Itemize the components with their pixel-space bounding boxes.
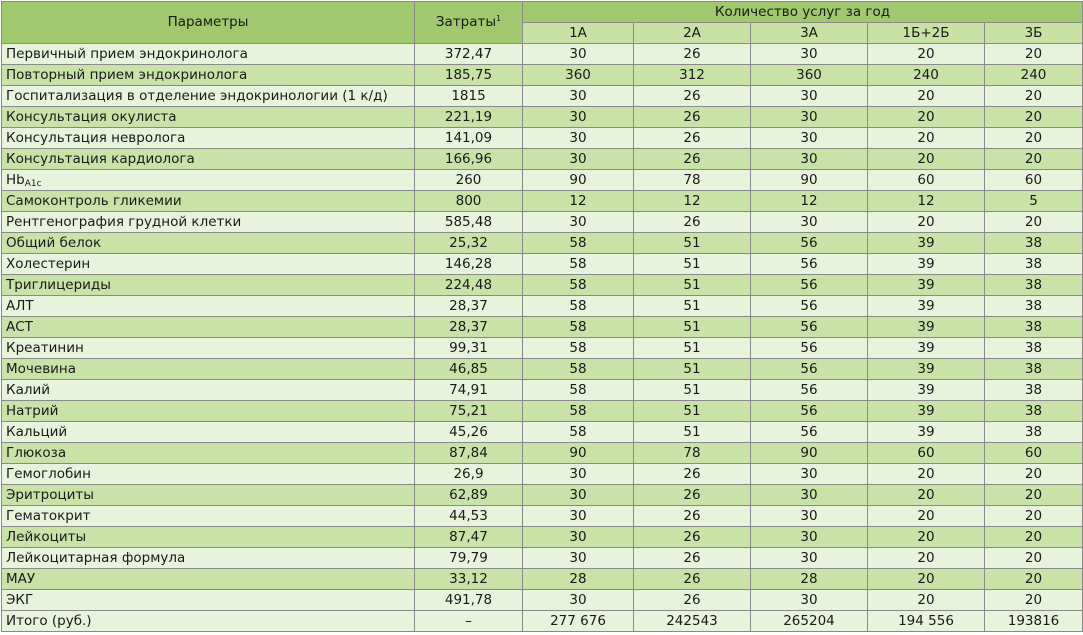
table-row xyxy=(2,170,1083,191)
param-name xyxy=(2,422,415,443)
table-row xyxy=(2,338,1083,359)
param-name xyxy=(2,359,415,380)
param-name xyxy=(2,527,415,548)
service-count-cell: 38 xyxy=(985,380,1083,401)
cost-cell: 75,21 xyxy=(415,401,523,422)
service-count-cell: 26 xyxy=(634,548,751,569)
service-count-cell: 360 xyxy=(751,65,868,86)
service-count-cell: 20 xyxy=(868,590,985,611)
service-count-cell: 30 xyxy=(751,128,868,149)
service-count-cell: 58 xyxy=(523,401,634,422)
cost-cell: 33,12 xyxy=(415,569,523,590)
service-count-cell: 26 xyxy=(634,527,751,548)
service-count-cell: 20 xyxy=(985,86,1083,107)
service-count-cell: 38 xyxy=(985,359,1083,380)
service-count-cell: 20 xyxy=(985,548,1083,569)
service-count-cell: 240 xyxy=(868,65,985,86)
service-count-cell: 38 xyxy=(985,338,1083,359)
service-count-cell: 312 xyxy=(634,65,751,86)
service-count-cell: 30 xyxy=(523,128,634,149)
table-row xyxy=(2,401,1083,422)
service-count-cell: 58 xyxy=(523,380,634,401)
service-count-cell: 51 xyxy=(634,317,751,338)
service-count-cell: 20 xyxy=(868,107,985,128)
service-count-cell: 58 xyxy=(523,359,634,380)
param-name-text: Госпитализация в отделение эндокринологии (1 к/д) xyxy=(6,87,388,104)
service-count-cell: 26 xyxy=(634,569,751,590)
service-count-cell: 38 xyxy=(985,254,1083,275)
service-count-cell: 12 xyxy=(868,191,985,212)
service-count-cell: 56 xyxy=(751,380,868,401)
cost-cell: 224,48 xyxy=(415,275,523,296)
cost-cell: 28,37 xyxy=(415,296,523,317)
service-count-cell: 60 xyxy=(868,443,985,464)
param-name-text: Лейкоциты xyxy=(6,528,87,545)
service-count-cell: 58 xyxy=(523,233,634,254)
service-count-cell: 30 xyxy=(751,44,868,65)
table-row xyxy=(2,275,1083,296)
service-count-cell: 360 xyxy=(523,65,634,86)
service-count-cell: 30 xyxy=(751,548,868,569)
service-count-cell: 20 xyxy=(868,149,985,170)
cost-header xyxy=(415,2,523,44)
cost-cell: 87,47 xyxy=(415,527,523,548)
service-count-cell: 20 xyxy=(868,506,985,527)
service-count-cell: 51 xyxy=(634,359,751,380)
param-name-text: Рентгенография грудной клетки xyxy=(6,213,242,230)
service-count-cell: 38 xyxy=(985,317,1083,338)
table-row xyxy=(2,44,1083,65)
service-count-cell: 30 xyxy=(523,548,634,569)
service-count-cell: 56 xyxy=(751,317,868,338)
service-count-cell: 30 xyxy=(751,485,868,506)
table-row xyxy=(2,107,1083,128)
cost-cell: 221,19 xyxy=(415,107,523,128)
param-name-text: Итого (руб.) xyxy=(6,612,92,629)
service-count-cell: 5 xyxy=(985,191,1083,212)
service-count-cell: 30 xyxy=(523,107,634,128)
table-row xyxy=(2,590,1083,611)
service-count-cell: 28 xyxy=(523,569,634,590)
service-count-cell: 56 xyxy=(751,359,868,380)
param-name-text: МАУ xyxy=(6,570,36,587)
param-name xyxy=(2,233,415,254)
cost-cell: 74,91 xyxy=(415,380,523,401)
service-count-cell: 20 xyxy=(985,128,1083,149)
services-header: Количество услуг за год xyxy=(523,2,1083,23)
service-count-cell: 26 xyxy=(634,506,751,527)
cost-table-container xyxy=(1,1,1082,632)
service-count-cell: 12 xyxy=(523,191,634,212)
service-count-cell: 277 676 xyxy=(523,611,634,632)
service-count-cell: 56 xyxy=(751,254,868,275)
param-name-text: Холестерин xyxy=(6,255,91,272)
cost-cell: 585,48 xyxy=(415,212,523,233)
service-count-cell: 26 xyxy=(634,86,751,107)
service-count-cell: 30 xyxy=(751,149,868,170)
cost-cell: 1815 xyxy=(415,86,523,107)
service-count-cell: 26 xyxy=(634,128,751,149)
param-name xyxy=(2,590,415,611)
service-count-cell: 30 xyxy=(751,212,868,233)
service-count-cell: 20 xyxy=(985,590,1083,611)
service-count-cell: 58 xyxy=(523,338,634,359)
service-count-cell: 20 xyxy=(868,464,985,485)
table-row xyxy=(2,191,1083,212)
service-count-cell: 26 xyxy=(634,590,751,611)
service-count-cell: 30 xyxy=(751,590,868,611)
service-count-cell: 60 xyxy=(985,443,1083,464)
service-count-cell: 30 xyxy=(751,527,868,548)
param-name-text: Консультация окулиста xyxy=(6,108,177,125)
param-name xyxy=(2,107,415,128)
service-count-cell: 39 xyxy=(868,422,985,443)
service-count-cell: 78 xyxy=(634,170,751,191)
service-count-cell: 30 xyxy=(523,464,634,485)
service-count-cell: 39 xyxy=(868,296,985,317)
group-header-2a: 2А xyxy=(634,23,751,44)
service-count-cell: 20 xyxy=(868,128,985,149)
param-name-text: Мочевина xyxy=(6,360,77,377)
param-name-text: ЭКГ xyxy=(6,591,34,608)
param-name xyxy=(2,254,415,275)
param-name-text: Консультация кардиолога xyxy=(6,150,195,167)
service-count-cell: 30 xyxy=(523,527,634,548)
param-name-text: Гематокрит xyxy=(6,507,91,524)
service-count-cell: 39 xyxy=(868,317,985,338)
service-count-cell: 20 xyxy=(985,464,1083,485)
service-count-cell: 26 xyxy=(634,107,751,128)
total-label xyxy=(2,611,415,632)
table-row xyxy=(2,527,1083,548)
param-name-text: Hb xyxy=(6,171,25,188)
service-count-cell: 90 xyxy=(751,443,868,464)
table-row xyxy=(2,233,1083,254)
service-count-cell: 56 xyxy=(751,338,868,359)
service-count-cell: 30 xyxy=(751,107,868,128)
param-name-text: Повторный прием эндокринолога xyxy=(6,66,248,83)
cost-cell: 800 xyxy=(415,191,523,212)
table-row xyxy=(2,548,1083,569)
total-row xyxy=(2,611,1083,632)
service-count-cell: 38 xyxy=(985,275,1083,296)
service-count-cell: 58 xyxy=(523,296,634,317)
service-count-cell: 39 xyxy=(868,401,985,422)
param-name xyxy=(2,65,415,86)
table-row xyxy=(2,485,1083,506)
param-name xyxy=(2,317,415,338)
service-count-cell: 39 xyxy=(868,338,985,359)
service-count-cell: 56 xyxy=(751,275,868,296)
service-count-cell: 20 xyxy=(868,44,985,65)
service-count-cell: 12 xyxy=(634,191,751,212)
service-count-cell: 56 xyxy=(751,422,868,443)
service-count-cell: 51 xyxy=(634,422,751,443)
service-count-cell: 51 xyxy=(634,275,751,296)
table-row xyxy=(2,296,1083,317)
cost-cell: 26,9 xyxy=(415,464,523,485)
service-count-cell: 38 xyxy=(985,401,1083,422)
service-count-cell: 30 xyxy=(523,86,634,107)
service-count-cell: 20 xyxy=(985,569,1083,590)
cost-header-label: Затраты xyxy=(435,14,497,30)
cost-cell: 87,84 xyxy=(415,443,523,464)
service-count-cell: 20 xyxy=(868,86,985,107)
param-name-text: АЛТ xyxy=(6,297,34,314)
service-count-cell: 30 xyxy=(523,44,634,65)
param-name xyxy=(2,506,415,527)
param-name xyxy=(2,569,415,590)
param-name-text: Кальций xyxy=(6,423,68,440)
service-count-cell: 20 xyxy=(868,548,985,569)
service-count-cell: 39 xyxy=(868,359,985,380)
service-count-cell: 39 xyxy=(868,380,985,401)
table-row xyxy=(2,149,1083,170)
service-count-cell: 51 xyxy=(634,296,751,317)
param-name xyxy=(2,275,415,296)
param-name xyxy=(2,485,415,506)
service-count-cell: 30 xyxy=(523,485,634,506)
cost-cell: 99,31 xyxy=(415,338,523,359)
param-name xyxy=(2,464,415,485)
param-name-text: Натрий xyxy=(6,402,59,419)
service-count-cell: 20 xyxy=(985,44,1083,65)
service-count-cell: 58 xyxy=(523,275,634,296)
param-name-text: Общий белок xyxy=(6,234,102,251)
param-name-text: Калий xyxy=(6,381,51,398)
service-count-cell: 38 xyxy=(985,233,1083,254)
table-body xyxy=(2,44,1083,632)
service-count-cell: 30 xyxy=(523,506,634,527)
service-count-cell: 193816 xyxy=(985,611,1083,632)
group-header-3a: 3А xyxy=(751,23,868,44)
service-count-cell: 194 556 xyxy=(868,611,985,632)
cost-table xyxy=(1,1,1083,632)
param-name xyxy=(2,212,415,233)
table-row xyxy=(2,212,1083,233)
service-count-cell: 51 xyxy=(634,338,751,359)
header-row xyxy=(2,2,1083,23)
service-count-cell: 78 xyxy=(634,443,751,464)
service-count-cell: 60 xyxy=(985,170,1083,191)
cost-cell: 260 xyxy=(415,170,523,191)
param-name xyxy=(2,86,415,107)
service-count-cell: 30 xyxy=(751,464,868,485)
param-name-text: Эритроциты xyxy=(6,486,94,503)
param-name xyxy=(2,443,415,464)
service-count-cell: 30 xyxy=(523,590,634,611)
service-count-cell: 56 xyxy=(751,296,868,317)
cost-cell: 166,96 xyxy=(415,149,523,170)
service-count-cell: 30 xyxy=(523,212,634,233)
service-count-cell: 38 xyxy=(985,296,1083,317)
table-row xyxy=(2,506,1083,527)
service-count-cell: 58 xyxy=(523,254,634,275)
service-count-cell: 58 xyxy=(523,317,634,338)
param-name xyxy=(2,296,415,317)
service-count-cell: 39 xyxy=(868,254,985,275)
service-count-cell: 242543 xyxy=(634,611,751,632)
cost-cell: 79,79 xyxy=(415,548,523,569)
table-row xyxy=(2,254,1083,275)
service-count-cell: 12 xyxy=(751,191,868,212)
service-count-cell: 51 xyxy=(634,380,751,401)
service-count-cell: 90 xyxy=(751,170,868,191)
service-count-cell: 26 xyxy=(634,212,751,233)
service-count-cell: 20 xyxy=(985,212,1083,233)
param-name xyxy=(2,149,415,170)
param-name xyxy=(2,401,415,422)
params-header: Параметры xyxy=(2,2,415,44)
table-row xyxy=(2,380,1083,401)
service-count-cell: 39 xyxy=(868,275,985,296)
table-row xyxy=(2,464,1083,485)
service-count-cell: 20 xyxy=(985,149,1083,170)
param-name-subscript: A1c xyxy=(24,178,42,189)
cost-cell: 491,78 xyxy=(415,590,523,611)
service-count-cell: 51 xyxy=(634,254,751,275)
param-name xyxy=(2,380,415,401)
param-name-text: Глюкоза xyxy=(6,444,67,461)
cost-cell: 62,89 xyxy=(415,485,523,506)
table-row xyxy=(2,569,1083,590)
service-count-cell: 56 xyxy=(751,401,868,422)
service-count-cell: 20 xyxy=(868,212,985,233)
table-row xyxy=(2,359,1083,380)
param-name xyxy=(2,548,415,569)
service-count-cell: 58 xyxy=(523,422,634,443)
service-count-cell: 60 xyxy=(868,170,985,191)
cost-cell: 46,85 xyxy=(415,359,523,380)
service-count-cell: 26 xyxy=(634,485,751,506)
param-name-text: Консультация невролога xyxy=(6,129,186,146)
cost-cell: 44,53 xyxy=(415,506,523,527)
cost-cell: – xyxy=(415,611,523,632)
service-count-cell: 90 xyxy=(523,443,634,464)
service-count-cell: 51 xyxy=(634,233,751,254)
table-row xyxy=(2,422,1083,443)
service-count-cell: 30 xyxy=(523,149,634,170)
param-name-text: АСТ xyxy=(6,318,33,335)
param-name-text: Лейкоцитарная формула xyxy=(6,549,186,566)
service-count-cell: 39 xyxy=(868,233,985,254)
param-name-text: Первичный прием эндокринолога xyxy=(6,45,248,62)
service-count-cell: 20 xyxy=(985,527,1083,548)
param-name-text: Гемоглобин xyxy=(6,465,91,482)
service-count-cell: 38 xyxy=(985,422,1083,443)
cost-cell: 146,28 xyxy=(415,254,523,275)
service-count-cell: 20 xyxy=(985,485,1083,506)
cost-cell: 372,47 xyxy=(415,44,523,65)
group-header-1b2b: 1Б+2Б xyxy=(868,23,985,44)
param-name-text: Самоконтроль гликемии xyxy=(6,192,182,209)
service-count-cell: 20 xyxy=(985,107,1083,128)
table-row xyxy=(2,317,1083,338)
cost-footnote-mark: 1 xyxy=(496,14,502,23)
param-name xyxy=(2,191,415,212)
table-row xyxy=(2,86,1083,107)
service-count-cell: 51 xyxy=(634,401,751,422)
param-name xyxy=(2,44,415,65)
service-count-cell: 20 xyxy=(868,569,985,590)
service-count-cell: 26 xyxy=(634,44,751,65)
param-name-text: Креатинин xyxy=(6,339,84,356)
service-count-cell: 20 xyxy=(868,485,985,506)
service-count-cell: 240 xyxy=(985,65,1083,86)
param-name xyxy=(2,170,415,191)
param-name-text: Триглицериды xyxy=(6,276,111,293)
group-header-3b: 3Б xyxy=(985,23,1083,44)
group-header-1a: 1А xyxy=(523,23,634,44)
service-count-cell: 90 xyxy=(523,170,634,191)
service-count-cell: 56 xyxy=(751,233,868,254)
table-row xyxy=(2,65,1083,86)
cost-cell: 45,26 xyxy=(415,422,523,443)
service-count-cell: 30 xyxy=(751,86,868,107)
service-count-cell: 26 xyxy=(634,464,751,485)
table-row xyxy=(2,128,1083,149)
cost-cell: 185,75 xyxy=(415,65,523,86)
service-count-cell: 28 xyxy=(751,569,868,590)
service-count-cell: 26 xyxy=(634,149,751,170)
cost-cell: 28,37 xyxy=(415,317,523,338)
cost-cell: 141,09 xyxy=(415,128,523,149)
table-row xyxy=(2,443,1083,464)
service-count-cell: 20 xyxy=(868,527,985,548)
service-count-cell: 20 xyxy=(985,506,1083,527)
service-count-cell: 30 xyxy=(751,506,868,527)
param-name xyxy=(2,338,415,359)
service-count-cell: 265204 xyxy=(751,611,868,632)
cost-cell: 25,32 xyxy=(415,233,523,254)
param-name xyxy=(2,128,415,149)
